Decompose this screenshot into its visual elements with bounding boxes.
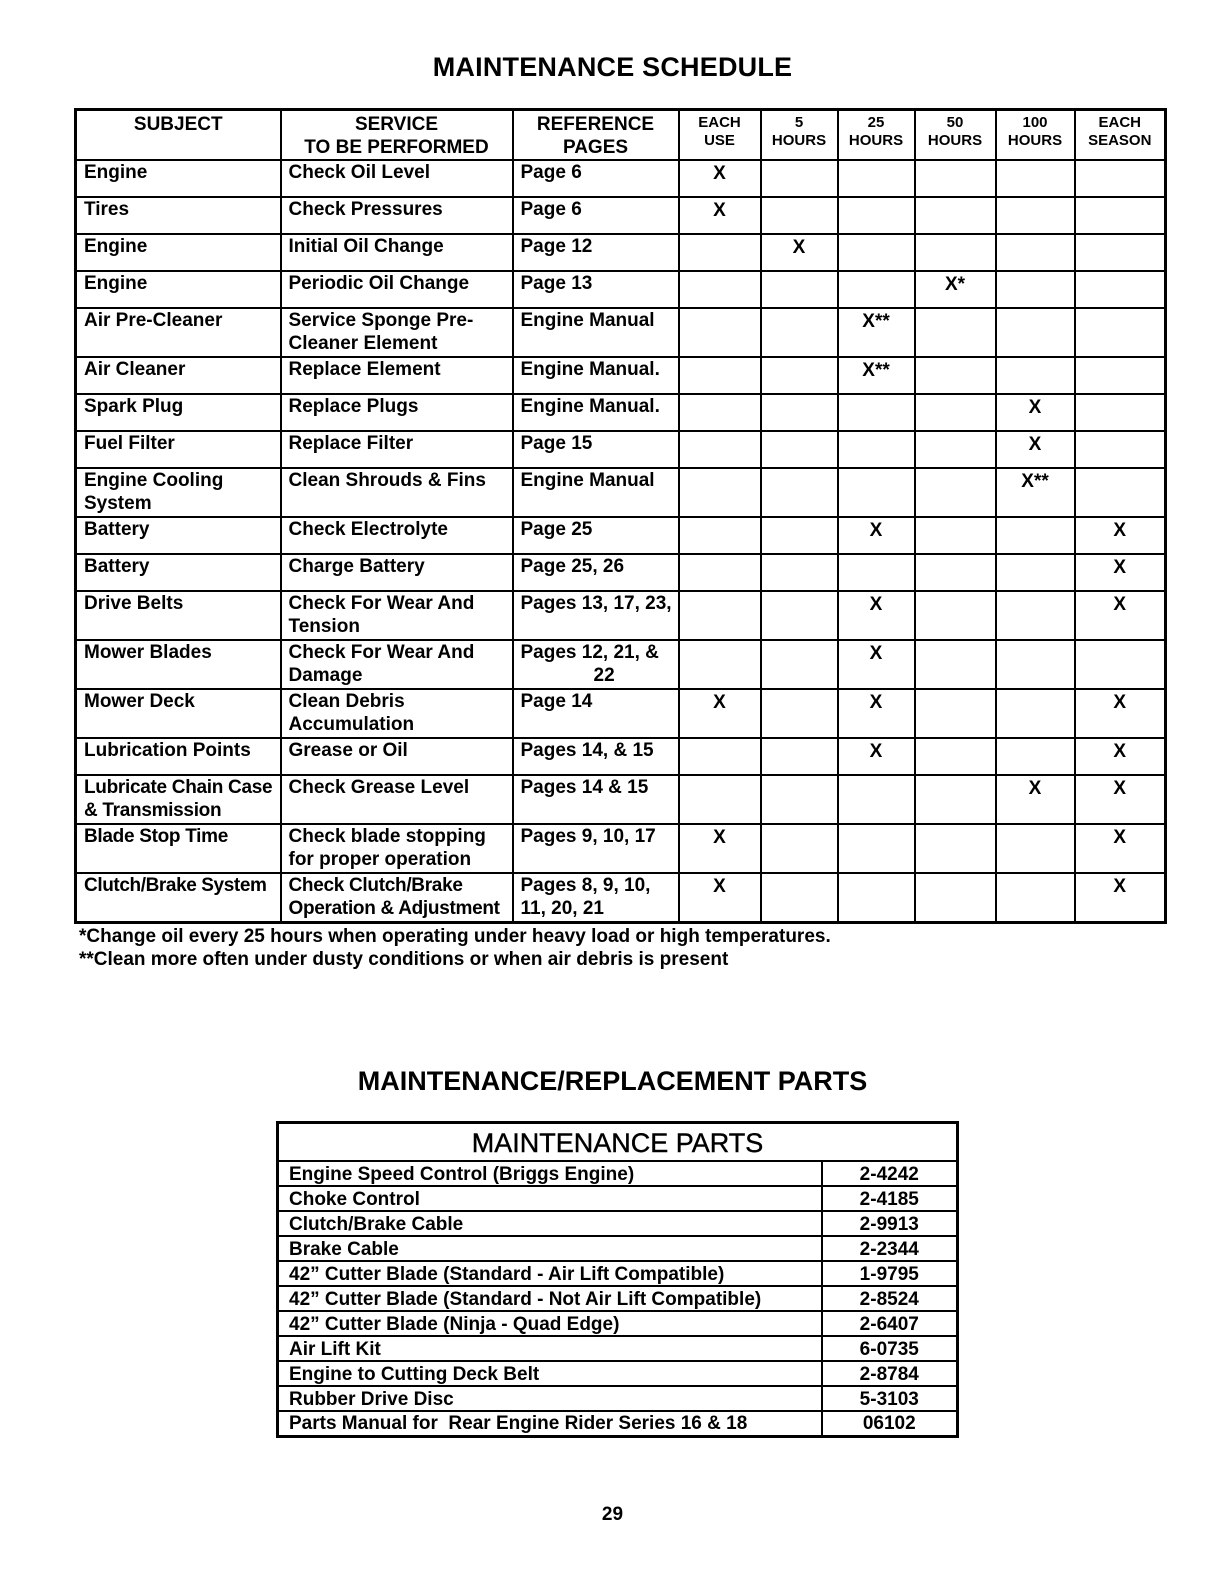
- cell-subject: Engine: [76, 271, 281, 308]
- cell-50-hours: [915, 357, 996, 394]
- cell-service: Check Oil Level: [281, 160, 513, 197]
- part-name: Clutch/Brake Cable: [278, 1211, 822, 1236]
- cell-subject: Drive Belts: [76, 591, 281, 640]
- table-row: [76, 431, 1166, 468]
- parts-row: [278, 1161, 958, 1186]
- cell-100-hours: [996, 824, 1075, 873]
- parts-row: [278, 1336, 958, 1361]
- cell-100-hours: X: [996, 394, 1075, 431]
- cell-50-hours: [915, 160, 996, 197]
- cell-25-hours: X: [838, 738, 915, 775]
- cell-each-use: X: [679, 160, 761, 197]
- cell-reference: Pages 13, 17, 23,: [513, 591, 679, 640]
- cell-each-season: X: [1075, 775, 1166, 824]
- cell-each-use: [679, 394, 761, 431]
- parts-title-row: [278, 1123, 958, 1162]
- cell-5-hours: [761, 308, 838, 357]
- cell-subject: Air Pre-Cleaner: [76, 308, 281, 357]
- cell-each-season: [1075, 234, 1166, 271]
- cell-each-use: [679, 775, 761, 824]
- cell-subject: Air Cleaner: [76, 357, 281, 394]
- cell-subject: Lubrication Points: [76, 738, 281, 775]
- part-number: 2-4185: [822, 1186, 958, 1211]
- cell-subject: Lubricate Chain Case & Transmission: [76, 775, 281, 824]
- part-number: 06102: [822, 1411, 958, 1436]
- part-number: 2-4242: [822, 1161, 958, 1186]
- cell-25-hours: [838, 160, 915, 197]
- table-row: [76, 591, 1166, 640]
- cell-each-season: X: [1075, 738, 1166, 775]
- cell-service: Clean Debris Accumulation: [281, 689, 513, 738]
- cell-service: Check Pressures: [281, 197, 513, 234]
- cell-100-hours: X**: [996, 468, 1075, 517]
- table-header-row: [76, 110, 1166, 161]
- part-name: Engine to Cutting Deck Belt: [278, 1361, 822, 1386]
- cell-5-hours: [761, 738, 838, 775]
- header-service: SERVICE TO BE PERFORMED: [281, 110, 513, 161]
- table-row: [76, 394, 1166, 431]
- header-reference: REFERENCE PAGES: [513, 110, 679, 161]
- footnotes: [79, 925, 831, 971]
- header-50-hours: 50 HOURS: [915, 110, 996, 161]
- cell-25-hours: [838, 873, 915, 922]
- cell-25-hours: [838, 824, 915, 873]
- cell-subject: Engine: [76, 160, 281, 197]
- table-row: [76, 271, 1166, 308]
- cell-each-season: [1075, 197, 1166, 234]
- cell-reference: Page 6: [513, 197, 679, 234]
- cell-reference: Pages 14 & 15: [513, 775, 679, 824]
- table-row: [76, 824, 1166, 873]
- cell-reference: Page 6: [513, 160, 679, 197]
- cell-25-hours: X: [838, 517, 915, 554]
- cell-25-hours: X: [838, 689, 915, 738]
- part-name: 42” Cutter Blade (Ninja - Quad Edge): [278, 1311, 822, 1336]
- table-row: [76, 468, 1166, 517]
- cell-each-use: [679, 357, 761, 394]
- cell-service: Check Clutch/Brake Operation & Adjustment: [281, 873, 513, 922]
- part-number: 1-9795: [822, 1261, 958, 1286]
- cell-subject: Mower Blades: [76, 640, 281, 689]
- cell-100-hours: X: [996, 431, 1075, 468]
- cell-each-use: [679, 517, 761, 554]
- cell-100-hours: [996, 160, 1075, 197]
- footnote-oil: *Change oil every 25 hours when operating under heavy load or high temperatures.: [79, 926, 831, 947]
- parts-row: [278, 1311, 958, 1336]
- table-row: [76, 689, 1166, 738]
- cell-service: Check For Wear And Tension: [281, 591, 513, 640]
- cell-each-use: [679, 308, 761, 357]
- cell-25-hours: [838, 468, 915, 517]
- part-name: Rubber Drive Disc: [278, 1386, 822, 1411]
- cell-reference: Engine Manual.: [513, 357, 679, 394]
- cell-reference: Engine Manual: [513, 468, 679, 517]
- cell-reference: Pages 12, 21, & 22: [513, 640, 679, 689]
- cell-5-hours: [761, 554, 838, 591]
- cell-reference: Engine Manual.: [513, 394, 679, 431]
- cell-service: Service Sponge Pre- Cleaner Element: [281, 308, 513, 357]
- cell-service: Charge Battery: [281, 554, 513, 591]
- page-number: 29: [601, 1504, 624, 1525]
- cell-5-hours: [761, 271, 838, 308]
- cell-50-hours: X*: [915, 271, 996, 308]
- header-each-season: EACH SEASON: [1075, 110, 1166, 161]
- cell-5-hours: [761, 160, 838, 197]
- parts-row: [278, 1286, 958, 1311]
- cell-each-season: [1075, 394, 1166, 431]
- cell-each-season: [1075, 640, 1166, 689]
- cell-5-hours: [761, 640, 838, 689]
- cell-reference: Page 15: [513, 431, 679, 468]
- cell-25-hours: [838, 394, 915, 431]
- cell-100-hours: [996, 554, 1075, 591]
- cell-25-hours: [838, 431, 915, 468]
- part-name: Parts Manual for Rear Engine Rider Series 16 & 18: [278, 1411, 822, 1436]
- cell-service: Grease or Oil: [281, 738, 513, 775]
- cell-each-use: [679, 271, 761, 308]
- table-row: [76, 234, 1166, 271]
- part-name: Engine Speed Control (Briggs Engine): [278, 1161, 822, 1186]
- cell-50-hours: [915, 468, 996, 517]
- cell-service: Replace Filter: [281, 431, 513, 468]
- cell-each-use: X: [679, 824, 761, 873]
- cell-100-hours: [996, 517, 1075, 554]
- part-number: 2-9913: [822, 1211, 958, 1236]
- table-row: [76, 197, 1166, 234]
- cell-5-hours: [761, 357, 838, 394]
- part-name: 42” Cutter Blade (Standard - Not Air Lift Compatible): [278, 1286, 822, 1311]
- cell-each-season: X: [1075, 824, 1166, 873]
- cell-each-season: X: [1075, 517, 1166, 554]
- part-name: Air Lift Kit: [278, 1336, 822, 1361]
- cell-each-season: [1075, 271, 1166, 308]
- cell-25-hours: [838, 234, 915, 271]
- cell-100-hours: [996, 357, 1075, 394]
- table-row: [76, 308, 1166, 357]
- cell-5-hours: [761, 468, 838, 517]
- cell-5-hours: [761, 517, 838, 554]
- cell-100-hours: [996, 308, 1075, 357]
- cell-50-hours: [915, 775, 996, 824]
- table-row: [76, 873, 1166, 922]
- cell-each-use: X: [679, 689, 761, 738]
- cell-each-season: X: [1075, 873, 1166, 922]
- cell-5-hours: [761, 689, 838, 738]
- part-name: 42” Cutter Blade (Standard - Air Lift Compatible): [278, 1261, 822, 1286]
- cell-service: Replace Plugs: [281, 394, 513, 431]
- cell-50-hours: [915, 394, 996, 431]
- cell-100-hours: [996, 591, 1075, 640]
- footnote-dust: **Clean more often under dusty conditions or when air debris is present: [79, 949, 729, 970]
- table-row: [76, 775, 1166, 824]
- cell-subject: Blade Stop Time: [76, 824, 281, 873]
- maintenance-schedule-table: [74, 108, 1167, 924]
- cell-25-hours: X: [838, 591, 915, 640]
- cell-subject: Clutch/Brake System: [76, 873, 281, 922]
- cell-50-hours: [915, 517, 996, 554]
- cell-each-season: [1075, 468, 1166, 517]
- parts-table-title: MAINTENANCE PARTS: [278, 1123, 958, 1162]
- cell-100-hours: [996, 873, 1075, 922]
- cell-100-hours: [996, 738, 1075, 775]
- cell-50-hours: [915, 431, 996, 468]
- cell-5-hours: [761, 591, 838, 640]
- cell-5-hours: [761, 197, 838, 234]
- cell-reference: Pages 9, 10, 17: [513, 824, 679, 873]
- cell-50-hours: [915, 234, 996, 271]
- cell-50-hours: [915, 554, 996, 591]
- cell-subject: Battery: [76, 517, 281, 554]
- table-row: [76, 160, 1166, 197]
- cell-each-use: [679, 591, 761, 640]
- cell-each-use: [679, 738, 761, 775]
- cell-service: Check For Wear And Damage: [281, 640, 513, 689]
- cell-reference: Pages 14, & 15: [513, 738, 679, 775]
- cell-subject: Tires: [76, 197, 281, 234]
- table-row: [76, 738, 1166, 775]
- table-row: [76, 640, 1166, 689]
- cell-service: Check blade stopping for proper operation: [281, 824, 513, 873]
- header-each-use: EACH USE: [679, 110, 761, 161]
- cell-each-season: X: [1075, 689, 1166, 738]
- cell-5-hours: [761, 775, 838, 824]
- cell-service: Check Electrolyte: [281, 517, 513, 554]
- cell-subject: Engine: [76, 234, 281, 271]
- cell-each-season: [1075, 160, 1166, 197]
- cell-service: Periodic Oil Change: [281, 271, 513, 308]
- cell-each-use: [679, 234, 761, 271]
- cell-25-hours: [838, 197, 915, 234]
- cell-5-hours: [761, 824, 838, 873]
- cell-service: Replace Element: [281, 357, 513, 394]
- cell-50-hours: [915, 873, 996, 922]
- cell-25-hours: X**: [838, 308, 915, 357]
- cell-reference: Engine Manual: [513, 308, 679, 357]
- cell-50-hours: [915, 689, 996, 738]
- cell-100-hours: [996, 689, 1075, 738]
- table-row: [76, 554, 1166, 591]
- cell-25-hours: [838, 554, 915, 591]
- cell-each-use: [679, 431, 761, 468]
- cell-reference: Page 13: [513, 271, 679, 308]
- cell-reference: Page 14: [513, 689, 679, 738]
- parts-row: [278, 1211, 958, 1236]
- parts-row: [278, 1186, 958, 1211]
- cell-each-use: [679, 640, 761, 689]
- cell-each-season: [1075, 308, 1166, 357]
- cell-5-hours: X: [761, 234, 838, 271]
- cell-5-hours: [761, 873, 838, 922]
- cell-50-hours: [915, 197, 996, 234]
- header-5-hours: 5 HOURS: [761, 110, 838, 161]
- cell-25-hours: [838, 775, 915, 824]
- cell-100-hours: [996, 271, 1075, 308]
- parts-row: [278, 1236, 958, 1261]
- part-number: 5-3103: [822, 1386, 958, 1411]
- cell-25-hours: X**: [838, 357, 915, 394]
- cell-each-use: [679, 468, 761, 517]
- schedule-title: MAINTENANCE SCHEDULE: [432, 52, 793, 82]
- table-row: [76, 517, 1166, 554]
- cell-50-hours: [915, 308, 996, 357]
- cell-25-hours: X: [838, 640, 915, 689]
- cell-reference: Pages 8, 9, 10, 11, 20, 21: [513, 873, 679, 922]
- cell-subject: Mower Deck: [76, 689, 281, 738]
- parts-row: [278, 1411, 958, 1436]
- cell-50-hours: [915, 824, 996, 873]
- cell-100-hours: [996, 234, 1075, 271]
- cell-25-hours: [838, 271, 915, 308]
- cell-100-hours: X: [996, 775, 1075, 824]
- cell-service: Check Grease Level: [281, 775, 513, 824]
- cell-subject: Battery: [76, 554, 281, 591]
- part-number: 2-2344: [822, 1236, 958, 1261]
- cell-each-season: [1075, 357, 1166, 394]
- part-name: Choke Control: [278, 1186, 822, 1211]
- cell-each-use: X: [679, 197, 761, 234]
- cell-subject: Spark Plug: [76, 394, 281, 431]
- parts-row: [278, 1361, 958, 1386]
- cell-100-hours: [996, 197, 1075, 234]
- cell-each-season: [1075, 431, 1166, 468]
- cell-service: Clean Shrouds & Fins: [281, 468, 513, 517]
- cell-each-use: [679, 554, 761, 591]
- cell-5-hours: [761, 431, 838, 468]
- cell-5-hours: [761, 394, 838, 431]
- cell-100-hours: [996, 640, 1075, 689]
- table-row: [76, 357, 1166, 394]
- cell-subject: Fuel Filter: [76, 431, 281, 468]
- cell-each-use: X: [679, 873, 761, 922]
- part-number: 2-6407: [822, 1311, 958, 1336]
- part-name: Brake Cable: [278, 1236, 822, 1261]
- cell-50-hours: [915, 591, 996, 640]
- part-number: 2-8524: [822, 1286, 958, 1311]
- cell-service: Initial Oil Change: [281, 234, 513, 271]
- cell-subject: Engine Cooling System: [76, 468, 281, 517]
- cell-50-hours: [915, 738, 996, 775]
- cell-each-season: X: [1075, 554, 1166, 591]
- parts-row: [278, 1261, 958, 1286]
- parts-row: [278, 1386, 958, 1411]
- part-number: 6-0735: [822, 1336, 958, 1361]
- cell-reference: Page 25, 26: [513, 554, 679, 591]
- cell-each-season: X: [1075, 591, 1166, 640]
- part-number: 2-8784: [822, 1361, 958, 1386]
- cell-50-hours: [915, 640, 996, 689]
- header-25-hours: 25 HOURS: [838, 110, 915, 161]
- maintenance-parts-table: [276, 1121, 959, 1438]
- cell-reference: Page 25: [513, 517, 679, 554]
- header-100-hours: 100 HOURS: [996, 110, 1075, 161]
- header-subject: SUBJECT: [76, 110, 281, 161]
- cell-reference: Page 12: [513, 234, 679, 271]
- parts-section-title: MAINTENANCE/REPLACEMENT PARTS: [357, 1066, 868, 1096]
